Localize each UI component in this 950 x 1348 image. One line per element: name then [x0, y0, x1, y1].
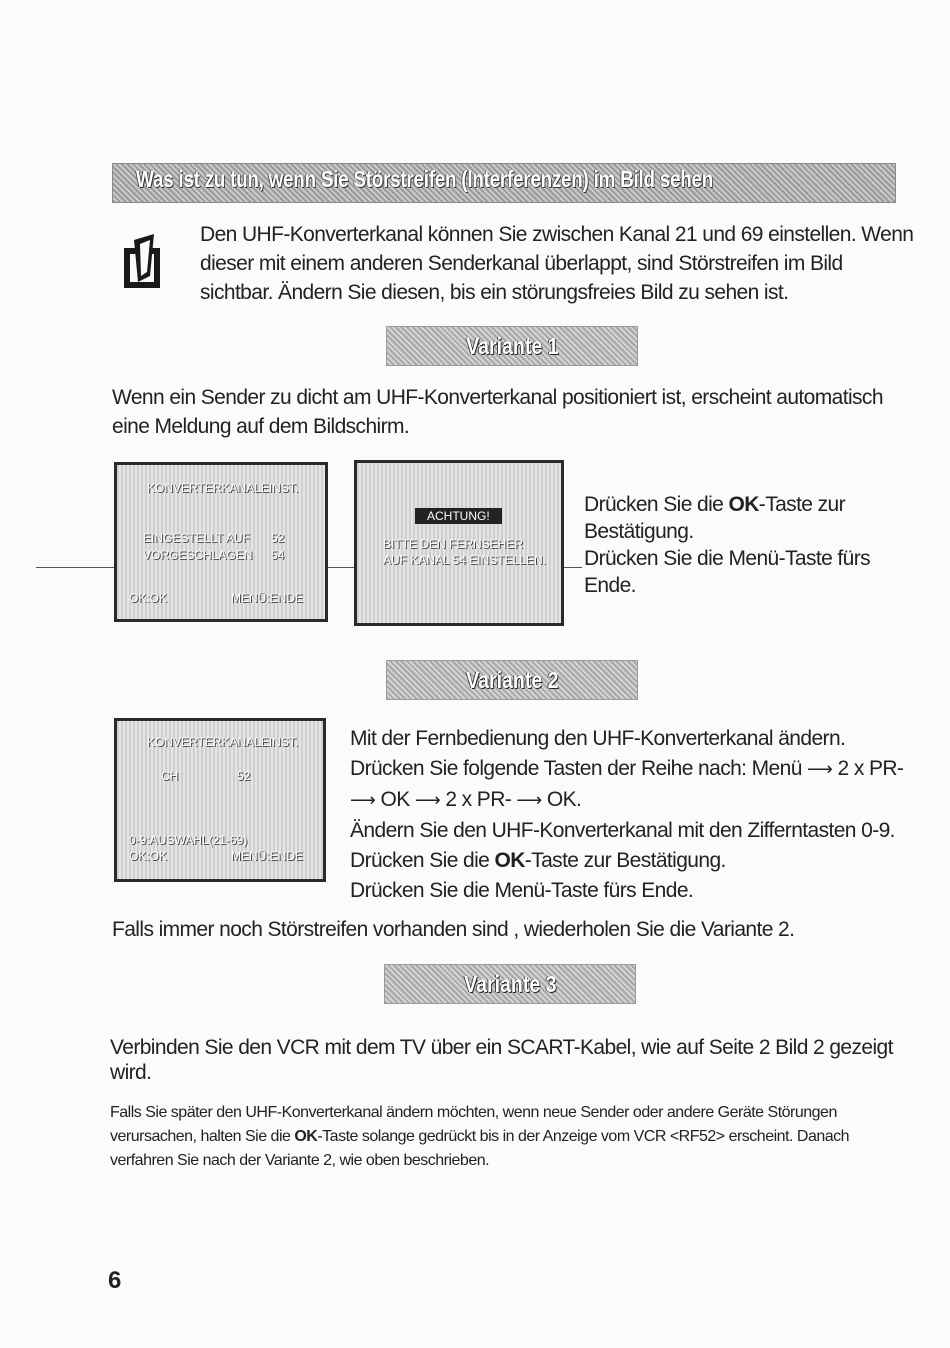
screen-footer-left: OK:OK: [129, 591, 168, 605]
screen-footer-right: MENÜ:ENDE: [231, 849, 304, 863]
intro-paragraph: [200, 220, 913, 307]
leader-line: [36, 567, 116, 568]
intro-line: sichtbar. Ändern Sie diesen, bis ein störungsfreies Bild zu sehen ist.: [200, 281, 789, 304]
screen-select-hint: 0-9:AUSWAHL(21-69): [129, 833, 248, 847]
variant3-heading: [384, 964, 636, 1004]
instruction-line: Drücken Sie die OK-Taste zur: [584, 493, 845, 516]
variant3-paragraph: [110, 1035, 893, 1085]
variant1-line: eine Meldung auf dem Bildschirm.: [112, 415, 410, 438]
screen-title: KONVERTERKANALEINST.: [147, 735, 299, 749]
tv-screen-converter-settings: [114, 462, 328, 622]
screen-row-value: 52: [271, 531, 285, 545]
note-line: verursachen, halten Sie die OK-Taste solange gedrückt bis in der Anzeige vom VCR <RF52> erscheint. Danach: [110, 1128, 850, 1145]
variant2-repeat-note: Falls immer noch Störstreifen vorhanden sind , wiederholen Sie die Variante 2.: [112, 918, 795, 941]
step-line: Drücken Sie folgende Tasten der Reihe nach: Menü ⟶ 2 x PR-: [350, 757, 904, 780]
variant2-label: Variante 2: [465, 667, 559, 693]
step-line: Mit der Fernbedienung den UHF-Konverterkanal ändern.: [350, 727, 846, 750]
variant1-label: Variante 1: [465, 333, 559, 359]
screen-row-label: VORGESCHLAGEN: [143, 548, 253, 562]
variant1-line: Wenn ein Sender zu dicht am UHF-Konverterkanal positioniert ist, erscheint automatisch: [112, 386, 883, 409]
variant1-paragraph: [112, 383, 883, 441]
section-title: Was ist zu tun, wenn Sie Störstreifen (Interferenzen) im Bild sehen: [136, 166, 714, 192]
variant2-steps: [350, 724, 903, 906]
tv-screen-warning: [354, 460, 564, 626]
step-line: Ändern Sie den UHF-Konverterkanal mit den Zifferntasten 0-9.: [350, 819, 895, 842]
screen-footer-left: OK:OK: [129, 849, 168, 863]
variant1-instructions: [584, 491, 870, 599]
step-line: Drücken Sie die OK-Taste zur Bestätigung.: [350, 849, 726, 872]
variant3-note: [110, 1101, 849, 1173]
step-line: Drücken Sie die Menü-Taste fürs Ende.: [350, 879, 694, 902]
intro-line: Den UHF-Konverterkanal können Sie zwischen Kanal 21 und 69 einstellen. Wenn: [200, 223, 914, 246]
screen-row-label: EINGESTELLT AUF: [143, 531, 250, 545]
page-number: 6: [108, 1267, 122, 1294]
ok-key-label: OK: [294, 1128, 318, 1145]
screen-ch-label: CH: [161, 769, 179, 783]
note-icon: [120, 232, 172, 290]
note-line: Falls Sie später den UHF-Konverterkanal ändern möchten, wenn neue Sender oder andere Geräte Störungen: [110, 1104, 837, 1121]
note-line: verfahren Sie nach der Variante 2, wie oben beschrieben.: [110, 1152, 490, 1169]
ok-key-label: OK: [728, 493, 759, 516]
variant3-line: Verbinden Sie den VCR mit dem TV über ein SCART-Kabel, wie auf Seite 2 Bild 2 gezeigt: [110, 1036, 893, 1059]
tv-screen-channel-select: [114, 718, 326, 882]
warning-line: BITTE DEN FERNSEHER: [383, 537, 524, 551]
step-line: ⟶ OK ⟶ 2 x PR- ⟶ OK.: [350, 788, 582, 811]
screen-row-value: 54: [271, 548, 285, 562]
instruction-line: Ende.: [584, 574, 636, 597]
arrow-right-icon: ⟶: [807, 759, 833, 780]
ok-key-label: OK: [494, 849, 525, 872]
arrow-right-icon: ⟶: [350, 790, 376, 811]
instruction-line: Drücken Sie die Menü-Taste fürs: [584, 547, 871, 570]
arrow-right-icon: ⟶: [516, 790, 542, 811]
leader-line: [562, 567, 582, 568]
variant2-heading: [386, 660, 638, 700]
variant1-heading: [386, 326, 638, 366]
instruction-line: Bestätigung.: [584, 520, 694, 543]
leader-line: [326, 567, 356, 568]
screen-ch-value: 52: [237, 769, 251, 783]
intro-line: dieser mit einem anderen Senderkanal überlappt, sind Störstreifen im Bild: [200, 252, 843, 275]
variant3-label: Variante 3: [463, 971, 557, 997]
warning-badge: ACHTUNG!: [415, 508, 502, 524]
warning-line: AUF KANAL 54 EINSTELLEN.: [383, 553, 546, 567]
screen-title: KONVERTERKANALEINST.: [147, 481, 299, 495]
screen-footer-right: MENÜ:ENDE: [231, 591, 304, 605]
variant3-line: wird.: [110, 1061, 152, 1084]
arrow-right-icon: ⟶: [414, 790, 441, 811]
